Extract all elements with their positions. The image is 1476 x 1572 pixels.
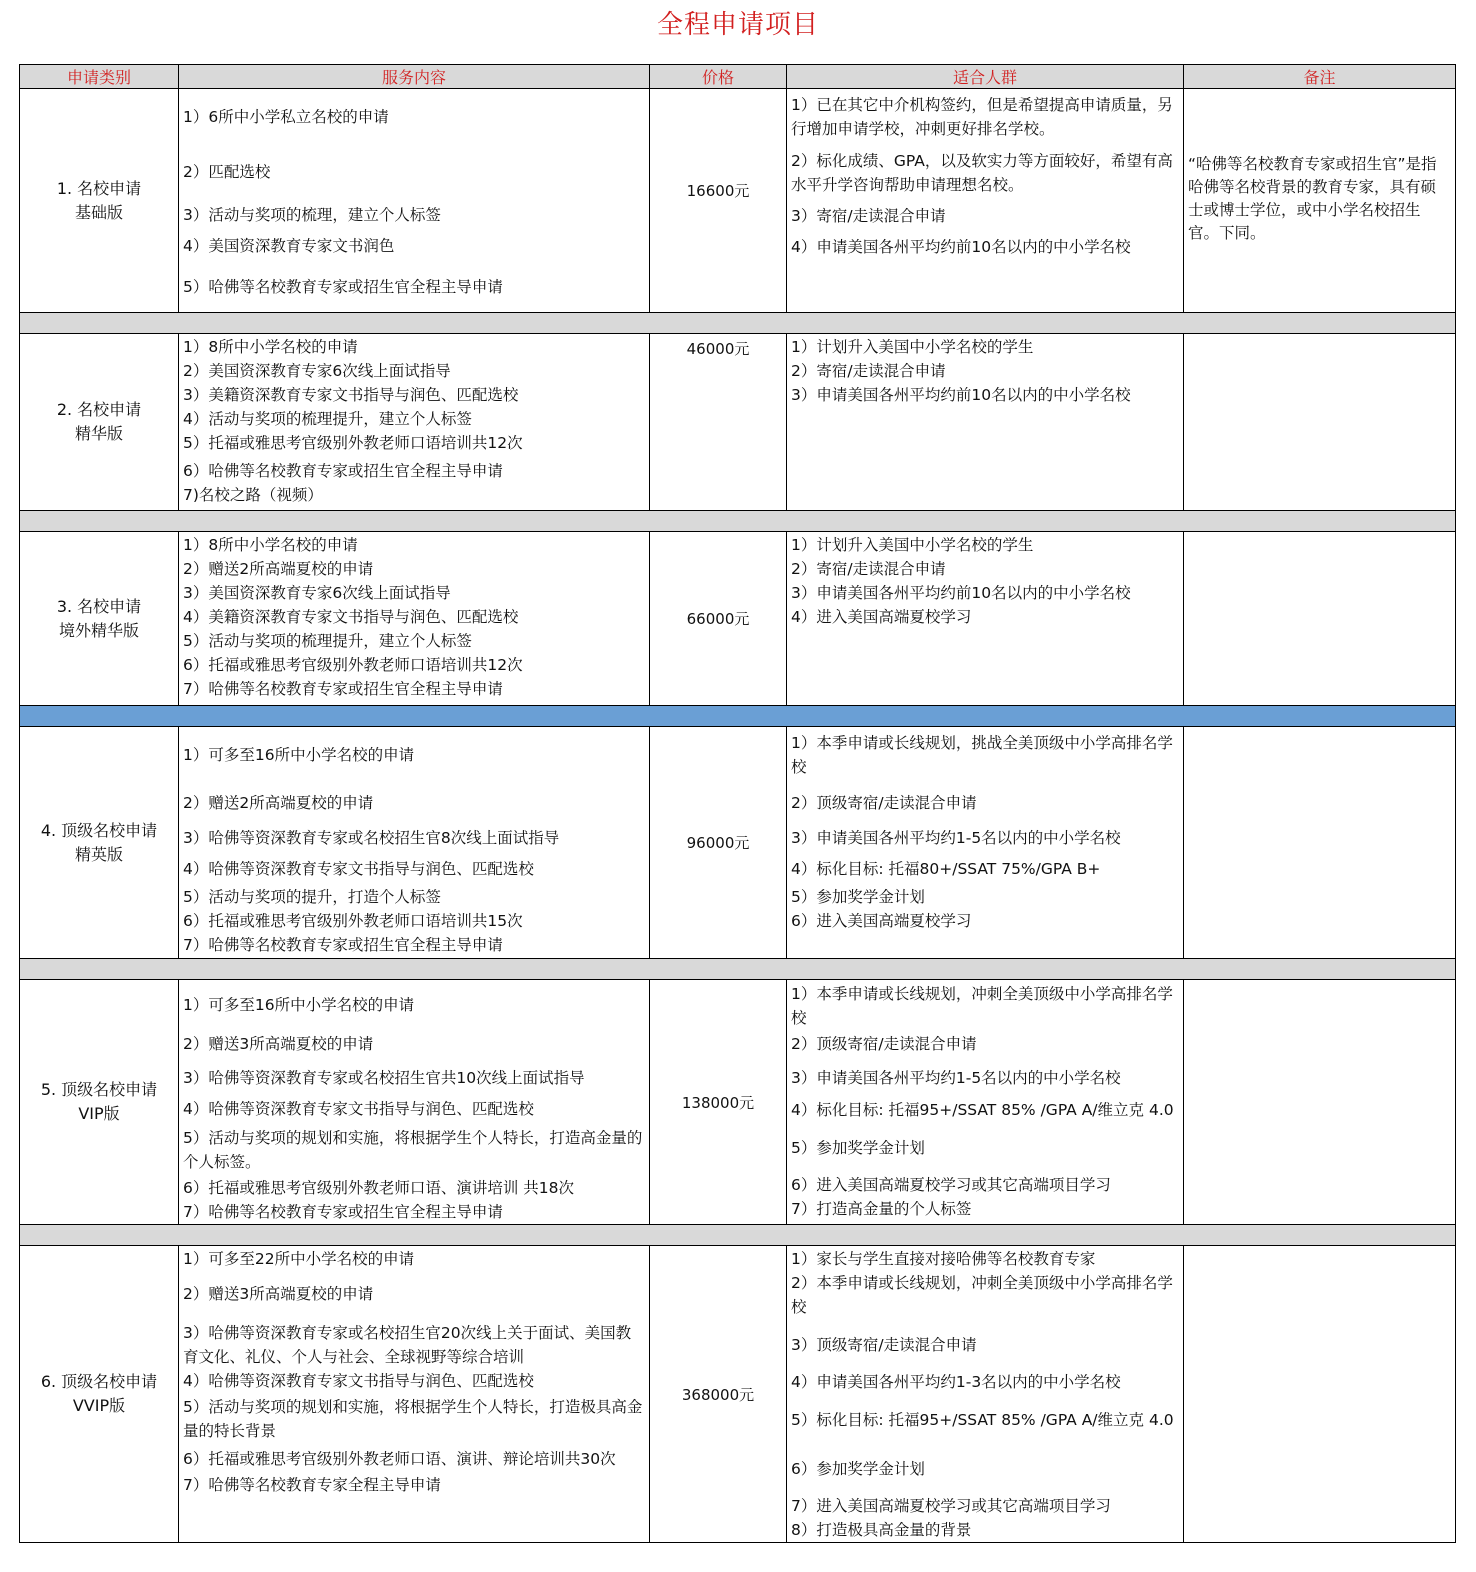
service-item: 5）活动与奖项的梳理提升，建立个人标签 (183, 632, 472, 650)
audience-item: 2）标化成绩、GPA，以及软实力等方面较好，希望有高水平升学咨询帮助申请理想名校。 (791, 152, 1173, 194)
audience-item: 2）顶级寄宿/走读混合申请 (791, 1035, 977, 1053)
audience-item: 6）进入美国高端夏校学习或其它高端项目学习 (791, 1176, 1111, 1194)
table-row (20, 334, 1456, 511)
audience-item: 4）申请美国各州平均约前10名以内的中小学名校 (791, 238, 1131, 256)
price-cell (650, 727, 787, 959)
audience-cell (787, 980, 1184, 1225)
row-separator (20, 313, 1456, 334)
service-item: 1）8所中小学名校的申请 (183, 536, 358, 554)
note-text (1184, 727, 1455, 731)
table-row (20, 727, 1456, 959)
audience-item: 6）进入美国高端夏校学习 (791, 912, 972, 930)
services-cell (179, 334, 650, 511)
price-value: 66000元 (686, 610, 750, 628)
service-item: 4）美籍资深教育专家文书指导与润色、匹配选校 (183, 608, 519, 626)
audience-item: 6）参加奖学金计划 (791, 1460, 925, 1478)
audience-item: 2）寄宿/走读混合申请 (791, 560, 946, 578)
audience-item: 4）申请美国各州平均约1-3名以内的中小学名校 (791, 1373, 1121, 1391)
audience-item: 3）顶级寄宿/走读混合申请 (791, 1336, 977, 1354)
audience-cell (787, 89, 1184, 313)
services-cell (179, 727, 650, 959)
service-item: 2）赠送2所高端夏校的申请 (183, 794, 374, 812)
note-cell (1184, 1246, 1456, 1543)
audience-item: 5）参加奖学金计划 (791, 1139, 925, 1157)
category-name: 3. 名校申请 (56, 596, 142, 616)
audience-item: 7）进入美国高端夏校学习或其它高端项目学习 (791, 1497, 1111, 1515)
service-item: 4）哈佛等资深教育专家文书指导与润色、匹配选校 (183, 1372, 534, 1390)
service-item: 5）活动与奖项的提升，打造个人标签 (183, 888, 441, 906)
audience-item: 3）申请美国各州平均约1-5名以内的中小学名校 (791, 1069, 1121, 1087)
service-item: 2）赠送3所高端夏校的申请 (183, 1285, 374, 1303)
table-row (20, 532, 1456, 706)
audience-item: 7）打造高金量的个人标签 (791, 1200, 972, 1218)
category-cell (20, 980, 179, 1225)
audience-cell (787, 1246, 1184, 1543)
header-services: 服务内容 (179, 65, 650, 89)
service-item: 5）活动与奖项的规划和实施，将根据学生个人特长，打造极具高金量的特长背景 (183, 1398, 643, 1440)
category-cell (20, 1246, 179, 1543)
row-separator (20, 511, 1456, 532)
audience-item: 5）参加奖学金计划 (791, 888, 925, 906)
header-category: 申请类别 (20, 65, 179, 89)
service-item: 4）美国资深教育专家文书润色 (183, 237, 395, 255)
category-edition: 基础版 (74, 202, 123, 222)
price-value: 46000元 (686, 340, 750, 358)
audience-item: 1）计划升入美国中小学名校的学生 (791, 338, 1034, 356)
price-value: 368000元 (681, 1385, 755, 1404)
header-note: 备注 (1184, 65, 1456, 89)
note-cell (1184, 89, 1456, 313)
note-text: “哈佛等名校教育专家或招生官”是指哈佛等名校背景的教育专家，具有硕士或博士学位，或中小学名校招生官。下同。 (1188, 155, 1437, 242)
category-name: 2. 名校申请 (56, 400, 142, 419)
price-cell (650, 89, 787, 313)
audience-item: 4）标化目标: 托福80+/SSAT 75%/GPA B+ (791, 860, 1101, 878)
price-cell (650, 1246, 787, 1543)
note-text (1184, 1246, 1455, 1250)
note-cell (1184, 727, 1456, 959)
category-edition: 精英版 (74, 844, 123, 864)
service-item: 6）哈佛等名校教育专家或招生官全程主导申请 (183, 462, 503, 480)
audience-item: 1）计划升入美国中小学名校的学生 (791, 536, 1034, 554)
category-edition: VVIP版 (72, 1396, 126, 1415)
service-item: 6）托福或雅思考官级别外教老师口语培训共12次 (183, 656, 523, 674)
row-separator (20, 706, 1456, 727)
audience-item: 4）进入美国高端夏校学习 (791, 608, 972, 626)
service-item: 7）哈佛等名校教育专家或招生官全程主导申请 (183, 1203, 503, 1221)
service-item: 3）哈佛等资深教育专家或名校招生官20次线上关于面试、美国教育文化、礼仪、个人与社会、全球视野等综合培训 (183, 1324, 632, 1366)
header-price: 价格 (650, 65, 787, 89)
service-item: 5）活动与奖项的规划和实施，将根据学生个人特长，打造高金量的个人标签。 (183, 1129, 643, 1171)
audience-item: 1）家长与学生直接对接哈佛等名校教育专家 (791, 1250, 1096, 1268)
audience-item: 2）顶级寄宿/走读混合申请 (791, 794, 977, 812)
note-text (1184, 334, 1455, 338)
service-item: 7）哈佛等名校教育专家全程主导申请 (183, 1476, 441, 1494)
audience-cell (787, 532, 1184, 706)
audience-item: 1）已在其它中介机构签约，但是希望提高申请质量，另行增加申请学校，冲刺更好排名学校。 (791, 96, 1173, 138)
service-item: 2）匹配选校 (183, 163, 271, 181)
table-row (20, 89, 1456, 313)
price-value: 138000元 (681, 1093, 755, 1112)
service-item: 3）美国资深教育专家6次线上面试指导 (183, 584, 451, 602)
category-edition: 境外精华版 (58, 620, 139, 640)
service-item: 6）托福或雅思考官级别外教老师口语培训共15次 (183, 912, 523, 930)
note-text (1184, 980, 1455, 984)
service-item: 6）托福或雅思考官级别外教老师口语、演讲、辩论培训共30次 (183, 1450, 616, 1468)
category-edition: VIP版 (78, 1104, 120, 1123)
price-cell (650, 532, 787, 706)
category-name: 1. 名校申请 (56, 178, 142, 198)
note-cell (1184, 980, 1456, 1225)
audience-item: 3）申请美国各州平均约前10名以内的中小学名校 (791, 386, 1131, 404)
category-cell (20, 532, 179, 706)
service-item: 3）活动与奖项的梳理，建立个人标签 (183, 206, 441, 224)
service-item: 1）6所中小学私立名校的申请 (183, 108, 389, 126)
audience-item: 1）本季申请或长线规划，挑战全美顶级中小学高排名学校 (791, 734, 1173, 776)
note-cell (1184, 532, 1456, 706)
category-cell (20, 89, 179, 313)
audience-item: 5）标化目标: 托福95+/SSAT 85% /GPA A/维立克 4.0 (791, 1411, 1174, 1429)
audience-item: 1）本季申请或长线规划，冲刺全美顶级中小学高排名学校 (791, 985, 1173, 1027)
audience-cell (787, 334, 1184, 511)
service-item: 3）哈佛等资深教育专家或名校招生官共10次线上面试指导 (183, 1069, 585, 1087)
service-item: 2）美国资深教育专家6次线上面试指导 (183, 362, 451, 380)
service-item: 7）哈佛等名校教育专家或招生官全程主导申请 (183, 680, 503, 698)
service-item: 6）托福或雅思考官级别外教老师口语、演讲培训 共18次 (183, 1179, 575, 1197)
audience-cell (787, 727, 1184, 959)
audience-item: 3）寄宿/走读混合申请 (791, 207, 946, 225)
price-value: 16600元 (686, 182, 750, 200)
service-item: 5）哈佛等名校教育专家或招生官全程主导申请 (183, 278, 503, 296)
note-cell (1184, 334, 1456, 511)
services-cell (179, 532, 650, 706)
audience-item: 2）寄宿/走读混合申请 (791, 362, 946, 380)
service-item: 1）可多至22所中小学名校的申请 (183, 1250, 415, 1268)
service-item: 3）哈佛等资深教育专家或名校招生官8次线上面试指导 (183, 829, 560, 847)
service-item: 4）哈佛等资深教育专家文书指导与润色、匹配选校 (183, 860, 534, 878)
services-cell (179, 980, 650, 1225)
price-cell (650, 980, 787, 1225)
audience-item: 8）打造极具高金量的背景 (791, 1521, 972, 1539)
audience-item: 2）本季申请或长线规划，冲刺全美顶级中小学高排名学校 (791, 1274, 1173, 1316)
note-text (1184, 532, 1455, 536)
category-edition: 精华版 (74, 424, 123, 443)
service-item: 1）可多至16所中小学名校的申请 (183, 746, 415, 764)
row-separator (20, 959, 1456, 980)
service-item: 4）活动与奖项的梳理提升，建立个人标签 (183, 410, 472, 428)
services-cell (179, 1246, 650, 1543)
service-item: 4）哈佛等资深教育专家文书指导与润色、匹配选校 (183, 1100, 534, 1118)
service-item: 7）哈佛等名校教育专家或招生官全程主导申请 (183, 936, 503, 954)
audience-item: 3）申请美国各州平均约1-5名以内的中小学名校 (791, 829, 1121, 847)
service-item: 1）8所中小学名校的申请 (183, 338, 358, 356)
category-cell (20, 727, 179, 959)
audience-item: 3）申请美国各州平均约前10名以内的中小学名校 (791, 584, 1131, 602)
service-item: 1）可多至16所中小学名校的申请 (183, 996, 415, 1014)
service-item: 7)名校之路（视频） (183, 486, 323, 504)
page-title: 全程申请项目 (656, 10, 819, 40)
table-row (20, 1246, 1456, 1543)
price-cell (650, 334, 787, 511)
service-item: 5）托福或雅思考官级别外教老师口语培训共12次 (183, 434, 523, 452)
services-cell (179, 89, 650, 313)
row-separator (20, 1225, 1456, 1246)
category-name: 5. 顶级名校申请 (40, 1080, 158, 1099)
audience-item: 4）标化目标: 托福95+/SSAT 85% /GPA A/维立克 4.0 (791, 1101, 1174, 1119)
category-name: 4. 顶级名校申请 (40, 820, 158, 840)
price-value: 96000元 (686, 834, 750, 852)
header-audience: 适合人群 (787, 65, 1184, 89)
table-row (20, 980, 1456, 1225)
service-item: 3）美籍资深教育专家文书指导与润色、匹配选校 (183, 386, 519, 404)
application-table (19, 64, 1456, 1543)
category-cell (20, 334, 179, 511)
table-header-row (20, 65, 1456, 89)
service-item: 2）赠送2所高端夏校的申请 (183, 560, 374, 578)
category-name: 6. 顶级名校申请 (40, 1372, 158, 1391)
service-item: 2）赠送3所高端夏校的申请 (183, 1035, 374, 1053)
